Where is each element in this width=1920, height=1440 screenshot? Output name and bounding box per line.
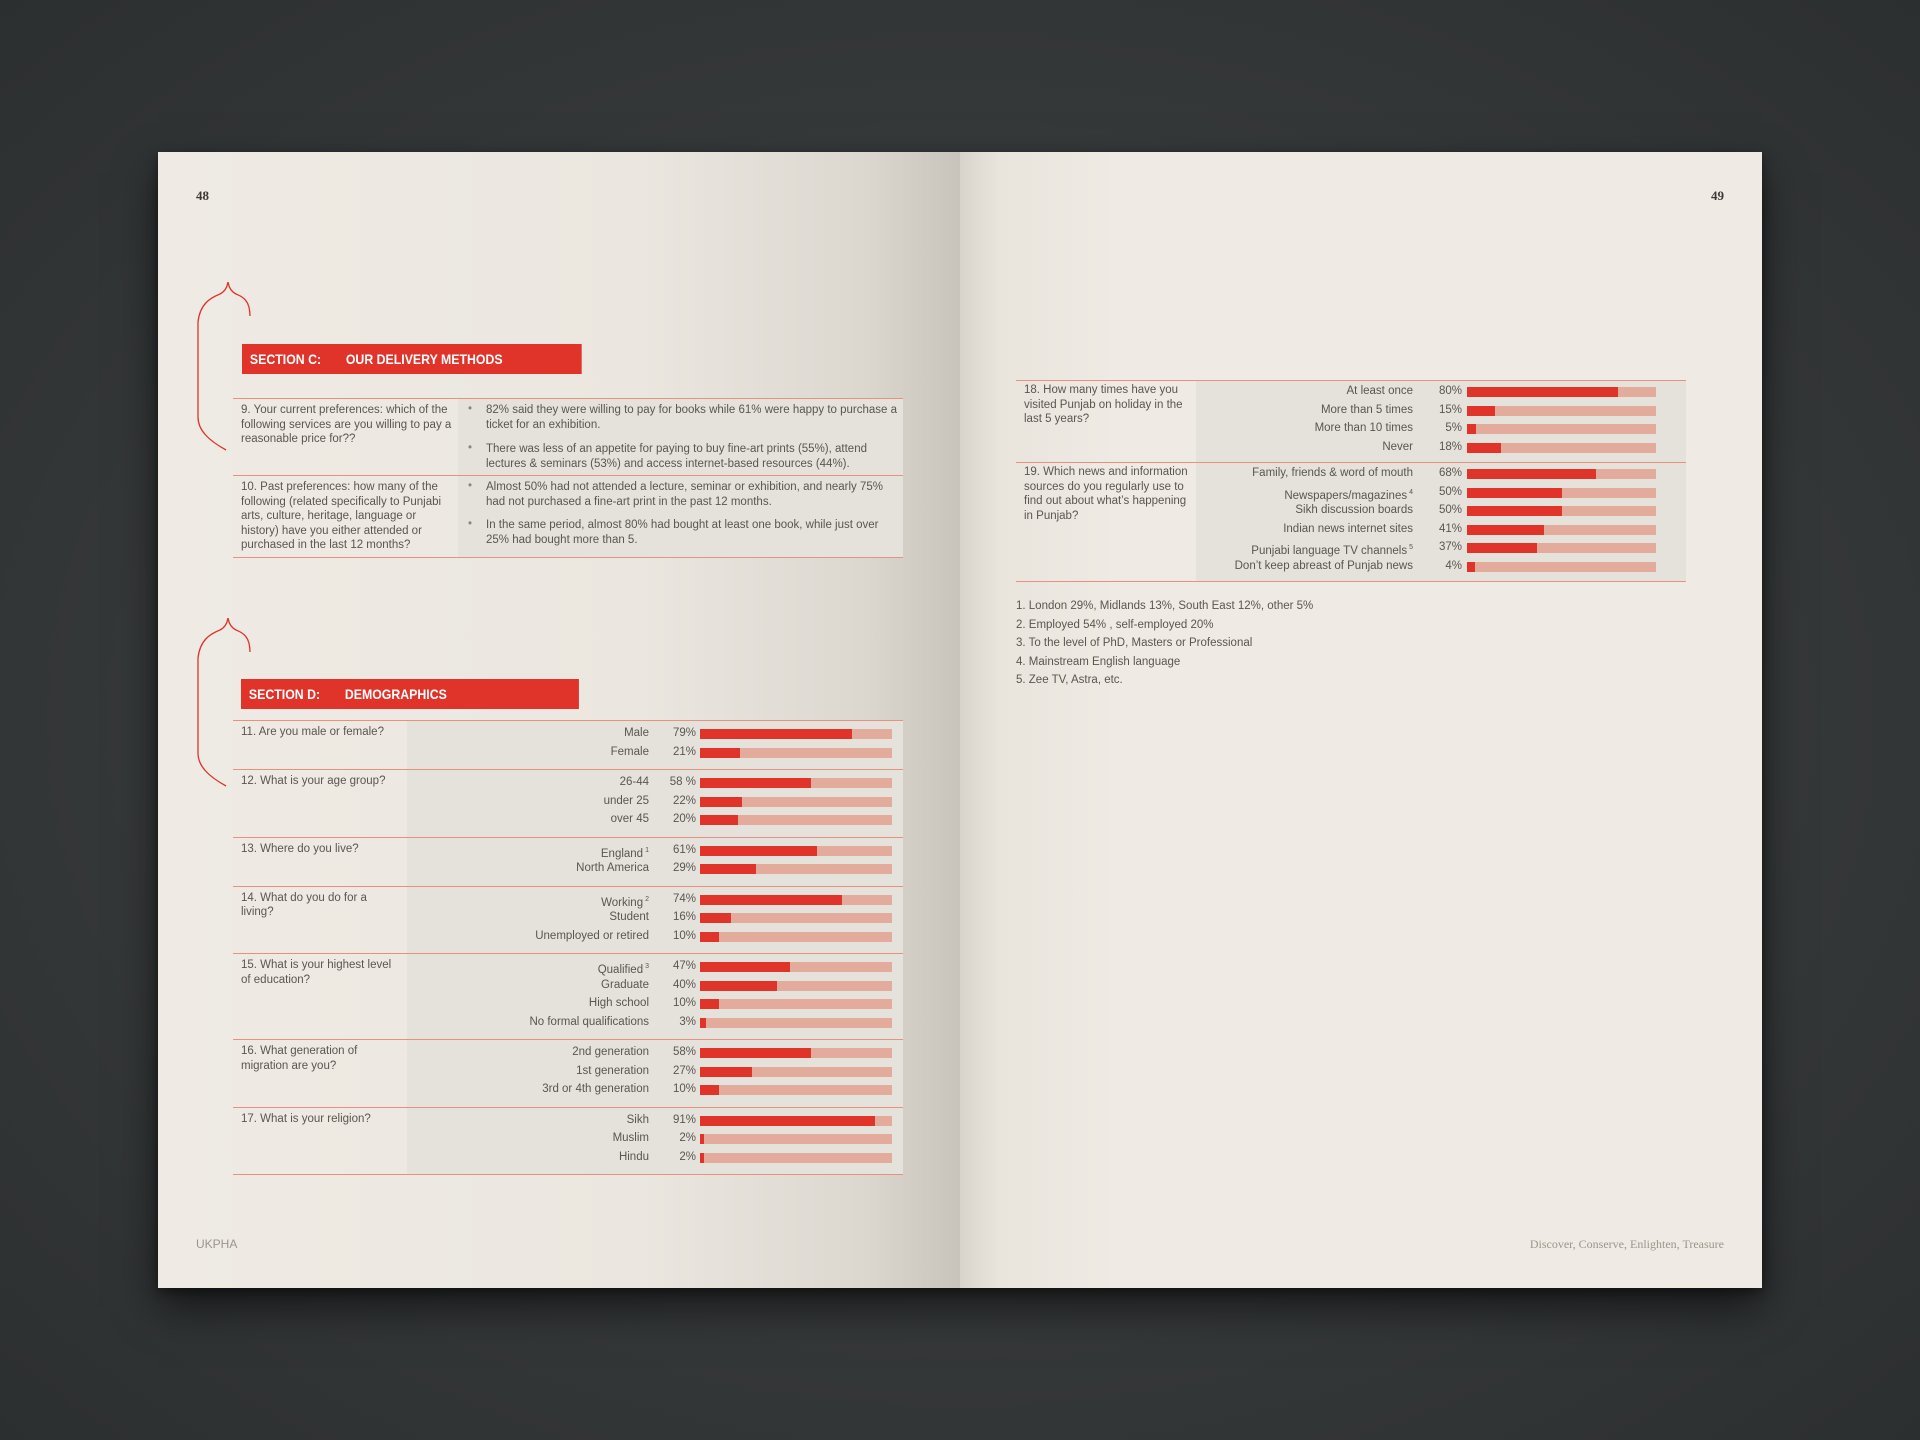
bullet-icon: • xyxy=(468,518,473,530)
bar-track xyxy=(1467,443,1656,453)
bar-fill xyxy=(700,778,811,788)
bar-track xyxy=(700,999,892,1009)
bar-track xyxy=(700,981,892,991)
bar-label: Sikh discussion boards xyxy=(1295,504,1413,516)
bar-track xyxy=(700,729,892,739)
bar-fill xyxy=(700,1018,706,1028)
bar-track xyxy=(1467,387,1656,397)
bar-label: Working $^2$ xyxy=(601,895,649,909)
bar-percent: 4% xyxy=(1445,559,1462,572)
bar-percent: 3% xyxy=(679,1015,696,1028)
bar-fill xyxy=(700,1153,704,1163)
bar-percent: 10% xyxy=(672,1083,696,1095)
bar-track xyxy=(700,1116,892,1126)
footnotes xyxy=(1016,597,1313,690)
answer-9-a: 82% said they were willing to pay for books while 61% were happy to purchase a ticket for an exhibition. xyxy=(486,404,898,431)
bar-fill xyxy=(700,1048,811,1058)
answer-10-a: Almost 50% had not attended a lecture, seminar or exhibition, and nearly 75% had not purchased a fine-art print in the past 12 months. xyxy=(486,481,883,508)
bar-percent: 58 % xyxy=(669,776,696,788)
question-10: 10. Past preferences: how many of the following (related specifically to Punjabi arts, culture, heritage, language or history) have you either attended or purchased in the last 12 months? xyxy=(241,481,442,551)
bar-fill xyxy=(700,913,731,923)
bar-fill xyxy=(1467,387,1618,397)
bar-fill xyxy=(1467,406,1495,416)
bar-label: 3rd or 4th generation xyxy=(542,1083,649,1095)
bar-fill xyxy=(700,797,742,807)
answer-9-b: There was less of an appetite for paying to buy fine-art prints (55%), attend lectures & seminars (53%) and access internet-based resources (44%). xyxy=(486,443,867,470)
section-c-label: SECTION C: xyxy=(249,351,322,367)
footer-org: UKPHA xyxy=(196,1237,238,1251)
section-c-title: OUR DELIVERY METHODS xyxy=(345,351,503,367)
bar-fill xyxy=(700,895,842,905)
bar-percent: 61% xyxy=(672,843,696,856)
bar-percent: 2% xyxy=(679,1150,696,1163)
bar-label: Family, friends & word of mouth xyxy=(1252,467,1413,479)
bar-fill xyxy=(1467,443,1501,453)
bar-percent: 10% xyxy=(672,929,696,942)
bar-label: under 25 xyxy=(603,794,649,807)
bar-percent: 40% xyxy=(672,978,696,991)
bar-percent: 22% xyxy=(672,794,696,807)
footnote: 5. Zee TV, Astra, etc. xyxy=(1016,674,1123,686)
bar-fill xyxy=(700,748,740,758)
footnote: 3. To the level of PhD, Masters or Professional xyxy=(1016,637,1253,649)
question-text: 17. What is your religion? xyxy=(241,1112,371,1125)
bar-percent: 29% xyxy=(672,862,696,874)
footnote: 2. Employed 54% , self-employed 20% xyxy=(1016,618,1214,631)
bar-track xyxy=(1467,525,1656,535)
bullet-icon: • xyxy=(468,403,473,415)
section-c-header xyxy=(242,344,582,374)
left-page xyxy=(158,152,960,1288)
footer-tagline: Discover, Conserve, Enlighten, Treasure xyxy=(1529,1237,1724,1251)
brochure-spread xyxy=(158,152,1762,1288)
bar-fill xyxy=(1467,424,1476,434)
bar-track xyxy=(700,895,892,905)
bar-track xyxy=(700,815,892,825)
bar-track xyxy=(700,748,892,758)
bar-fill xyxy=(700,962,790,972)
rule xyxy=(233,1174,903,1175)
bar-track xyxy=(1467,506,1656,516)
bar-track xyxy=(700,846,892,856)
bar-label: Punjabi language TV channels $^5$ xyxy=(1251,544,1413,557)
bar-percent: 21% xyxy=(672,745,696,758)
bar-fill xyxy=(1467,506,1562,516)
bar-label: Graduate xyxy=(601,978,649,991)
bar-percent: 50% xyxy=(1438,485,1462,498)
bar-label: England $^1$ xyxy=(600,846,649,860)
bar-fill xyxy=(700,1085,719,1095)
bar-percent: 79% xyxy=(672,727,696,739)
right-page xyxy=(960,152,1762,1288)
bar-label: Qualified $^3$ xyxy=(597,963,649,976)
question-9: 9. Your current preferences: which of the following services are you willing to pay a reasonable price for?? xyxy=(241,404,452,445)
bar-track xyxy=(700,932,892,942)
bar-track xyxy=(700,1134,892,1144)
section-d-header xyxy=(241,679,579,709)
bar-percent: 74% xyxy=(672,892,696,905)
bar-track xyxy=(700,1085,892,1095)
bar-label: over 45 xyxy=(610,813,649,825)
bar-label: Male xyxy=(624,727,649,739)
bar-track xyxy=(700,1153,892,1163)
bar-percent: 47% xyxy=(672,960,696,972)
footnote: 4. Mainstream English language xyxy=(1016,655,1181,668)
bar-label: Newspapers/magazines $^4$ xyxy=(1284,488,1413,502)
bar-percent: 2% xyxy=(679,1132,696,1144)
bar-percent: 58% xyxy=(672,1046,696,1058)
bar-percent: 37% xyxy=(1438,541,1462,553)
bar-fill xyxy=(700,864,756,874)
bar-percent: 18% xyxy=(1438,440,1462,453)
bar-fill xyxy=(700,932,719,942)
bar-label: Sikh xyxy=(626,1113,649,1126)
bullet-icon: • xyxy=(468,442,473,454)
bar-fill xyxy=(700,981,777,991)
bar-track xyxy=(700,913,892,923)
question-text: 12. What is your age group? xyxy=(241,775,386,787)
bar-percent: 16% xyxy=(672,911,696,923)
bar-fill xyxy=(700,1116,875,1126)
bar-track xyxy=(700,1048,892,1058)
answer-10-b: In the same period, almost 80% had bought at least one book, while just over 25% had bought more than 5. xyxy=(486,519,879,546)
bar-label: Female xyxy=(610,745,649,758)
bar-percent: 20% xyxy=(672,813,696,825)
bar-fill xyxy=(1467,543,1537,553)
bar-fill xyxy=(700,729,852,739)
bar-percent: 91% xyxy=(672,1113,696,1126)
page-number: 48 xyxy=(196,188,209,203)
rule xyxy=(1016,581,1686,582)
bar-label: More than 10 times xyxy=(1314,422,1413,434)
bar-fill xyxy=(700,815,738,825)
bar-percent: 68% xyxy=(1438,467,1462,479)
bar-fill xyxy=(700,999,719,1009)
bar-fill xyxy=(1467,488,1562,498)
bar-label: More than 5 times xyxy=(1320,403,1413,416)
bar-fill xyxy=(700,846,817,856)
bar-label: 1st generation xyxy=(576,1064,649,1077)
bar-percent: 15% xyxy=(1438,403,1462,416)
bar-percent: 5% xyxy=(1445,422,1462,434)
question-text: 13. Where do you live? xyxy=(241,842,359,855)
bar-label: Never xyxy=(1382,440,1413,453)
bar-percent: 80% xyxy=(1438,385,1462,397)
rule xyxy=(233,475,903,476)
bar-label: Don’t keep abreast of Punjab news xyxy=(1234,559,1413,572)
bar-track xyxy=(700,864,892,874)
bar-label: 26-44 xyxy=(619,776,649,788)
question-text: 16. What generation of migration are you? xyxy=(241,1045,358,1072)
bar-fill xyxy=(1467,525,1544,535)
bar-fill xyxy=(1467,469,1596,479)
bar-label: Unemployed or retired xyxy=(535,929,649,942)
bar-percent: 27% xyxy=(672,1064,696,1077)
bar-track xyxy=(1467,469,1656,479)
bullet-icon: • xyxy=(468,480,473,492)
bar-label: No formal qualifications xyxy=(529,1015,649,1028)
question-text: 18. How many times have you visited Punjab on holiday in the last 5 years? xyxy=(1024,384,1183,425)
question-text: 15. What is your highest level of education? xyxy=(241,959,392,986)
bar-percent: 10% xyxy=(672,997,696,1009)
bar-track xyxy=(700,1018,892,1028)
bar-track xyxy=(700,778,892,788)
bar-track xyxy=(1467,543,1656,553)
bar-label: At least once xyxy=(1346,385,1413,397)
question-text: 14. What do you do for a living? xyxy=(241,891,367,918)
section-d-title: DEMOGRAPHICS xyxy=(344,686,447,702)
bar-track xyxy=(700,797,892,807)
rule xyxy=(233,557,903,558)
bar-track xyxy=(1467,488,1656,498)
footnote: 1. London 29%, Midlands 13%, South East 12%, other 5% xyxy=(1016,600,1314,612)
question-text: 19. Which news and information sources do you regularly use to find out about what’s happening in Punjab? xyxy=(1024,466,1188,522)
bar-label: North America xyxy=(576,862,649,874)
page-number: 49 xyxy=(1711,188,1724,203)
bar-label: Hindu xyxy=(618,1150,649,1163)
bar-track xyxy=(700,1067,892,1077)
bar-label: 2nd generation xyxy=(572,1046,649,1058)
bar-percent: 41% xyxy=(1438,522,1462,535)
bar-track xyxy=(1467,406,1656,416)
bar-label: Muslim xyxy=(612,1132,649,1144)
bar-fill xyxy=(1467,562,1475,572)
bar-label: Student xyxy=(609,911,649,923)
bar-track xyxy=(1467,562,1656,572)
bar-percent: 50% xyxy=(1438,504,1462,516)
bar-fill xyxy=(700,1134,704,1144)
bar-track xyxy=(700,962,892,972)
bar-label: High school xyxy=(588,997,649,1009)
bar-fill xyxy=(700,1067,752,1077)
bar-label: Indian news internet sites xyxy=(1283,522,1413,535)
bar-track xyxy=(1467,424,1656,434)
question-text: 11. Are you male or female? xyxy=(241,726,384,738)
section-d-label: SECTION D: xyxy=(248,686,321,702)
rule xyxy=(233,398,903,399)
